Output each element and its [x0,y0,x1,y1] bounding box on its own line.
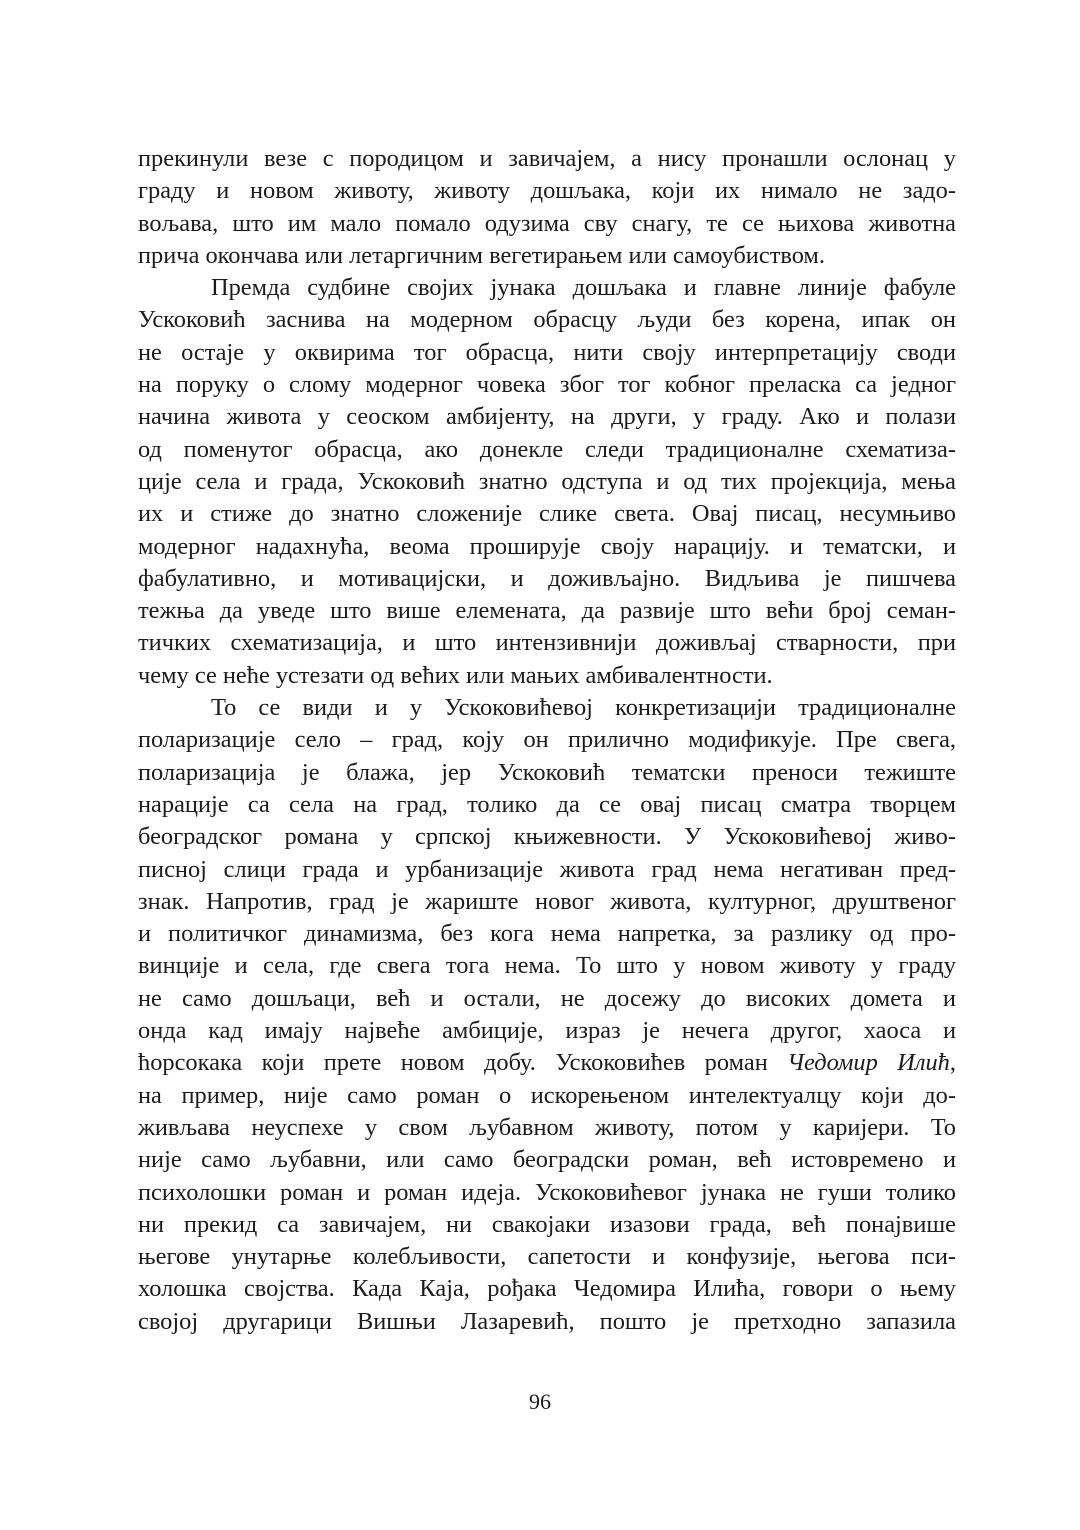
text-segment: не само дошљаци, већ и остали, не досежу до високих домета и [138,984,956,1012]
text-segment: психолошки роман и роман идеја. Ускоковићевог јунака не гуши толико [138,1178,956,1206]
text-line [138,1209,956,1241]
text-line [138,854,956,886]
text-line [138,1080,956,1112]
text-line [138,595,956,627]
text-line [138,1047,956,1079]
text-segment: То се види и у Ускоковићевој конкретизацији традиционалне [211,694,956,722]
paragraph [138,272,956,692]
text-segment: тежња да уведе што више елемената, да развије што већи број семан- [138,597,956,625]
text-segment: живљава неуспехе у свом љубавном животу, потом у каријери. То [138,1113,956,1141]
page-number: 96 [529,1389,551,1414]
text-segment: нарације са села на град, толико да се овај писац сматра творцем [138,790,956,818]
text-line [138,1241,956,1273]
book-title: Чедомир Илић [787,1049,950,1077]
text-line [138,660,956,692]
text-segment: на пример, није само роман о искорењеном интелектуалцу који до- [138,1081,956,1109]
text-segment: није само љубавни, или само београдски роман, већ истовремено и [138,1146,956,1174]
text-segment: прекинули везе с породицом и завичајем, а нису пронашли ослонац у [138,145,956,172]
text-line [138,272,956,304]
text-segment: својој другарици Вишњи Лазаревић, пошто је претходно запазила [138,1307,956,1335]
text-segment: београдског романа у српској књижевности. У Ускоковићевој живо- [138,823,956,851]
text-segment: од поменутог обрасца, ако донекле следи традиционалне схематиза- [138,435,956,463]
text-segment: , [949,1049,956,1077]
text-segment: његове унутарње колебљивости, сапетости и конфузије, његова пси- [138,1243,956,1271]
text-line [138,466,956,498]
text-line [138,983,956,1015]
text-line [138,950,956,982]
text-segment: чему се неће устезати од већих или мањих амбивалентности. [138,661,773,689]
text-segment: ни прекид са завичајем, ни свакојаки изазови града, већ понајвише [138,1210,956,1238]
paragraph [138,143,956,272]
text-segment: граду и новом животу, животу дошљака, који их нимало не задо- [138,177,956,205]
text-line [138,724,956,756]
text-segment: их и стиже до знатно сложеније слике света. Овај писац, несумњиво [138,500,956,528]
text-segment: начина живота у сеоском амбијенту, на други, у граду. Ако и полази [138,403,956,431]
text-segment: на поруку о слому модерног човека због тог кобног преласка са једног [138,371,956,399]
text-line [138,1144,956,1176]
text-segment: онда кад имају највеће амбиције, израз је нечега другог, хаоса и [138,1017,956,1045]
text-segment: ћорсокака који прете новом добу. Ускоковићев роман [138,1049,788,1077]
text-segment: прича окончава или летаргичним вегетирањем или самоубиством. [138,241,825,269]
text-line [138,175,956,207]
text-segment: поларизација је блажа, јер Ускоковић тематски преноси тежиште [138,758,956,786]
text-segment: модерног надахнућа, веома проширује своју нарацију. и тематски, и [138,532,956,560]
text-line [138,1015,956,1047]
text-line [138,789,956,821]
text-segment: вољава, што им мало помало одузима сву снагу, те се њихова животна [138,209,956,237]
text-segment: холошка својства. Када Каја, рођака Чедомира Илића, говори о њему [138,1275,956,1303]
text-segment: фабулативно, и мотивацијски, и доживљајно. Видљива је пишчева [138,564,956,592]
text-line [138,143,956,175]
text-line [138,563,956,595]
text-line [138,498,956,530]
text-segment: поларизације село – град, коју он прилично модификује. Пре свега, [138,726,956,754]
text-segment: винције и села, где свега тога нема. То што у новом животу у граду [138,952,956,980]
text-segment: не остаје у оквирима тог обрасца, нити своју интерпретацију своди [138,338,956,366]
paragraph [138,692,956,1338]
text-line [138,304,956,336]
text-line [138,208,956,240]
text-segment: писној слици града и урбанизације живота град нема негативан пред- [138,855,956,883]
text-segment: и политичког динамизма, без кога нема напретка, за разлику од про- [138,920,956,948]
text-line [138,627,956,659]
text-line [138,692,956,724]
text-segment: Ускоковић заснива на модерном обрасцу људи без корена, ипак он [138,306,956,334]
text-line [138,1177,956,1209]
text-segment: тичких схематизација, и што интензивнији доживљај стварности, при [138,629,956,657]
text-line [138,401,956,433]
text-line [138,337,956,369]
text-segment: Премда судбине својих јунака дошљака и главне линије фабуле [211,274,956,302]
text-line [138,369,956,401]
text-line [138,1306,956,1338]
body-text [138,143,956,1338]
text-line [138,434,956,466]
text-line [138,918,956,950]
text-line [138,1273,956,1305]
text-segment: знак. Напротив, град је жариште новог живота, културног, друштвеног [138,887,956,915]
text-line [138,1112,956,1144]
text-line [138,757,956,789]
text-line [138,240,956,272]
text-line [138,821,956,853]
text-line [138,886,956,918]
text-segment: ције села и града, Ускоковић знатно одступа и од тих пројекција, мења [138,467,956,495]
text-line [138,531,956,563]
